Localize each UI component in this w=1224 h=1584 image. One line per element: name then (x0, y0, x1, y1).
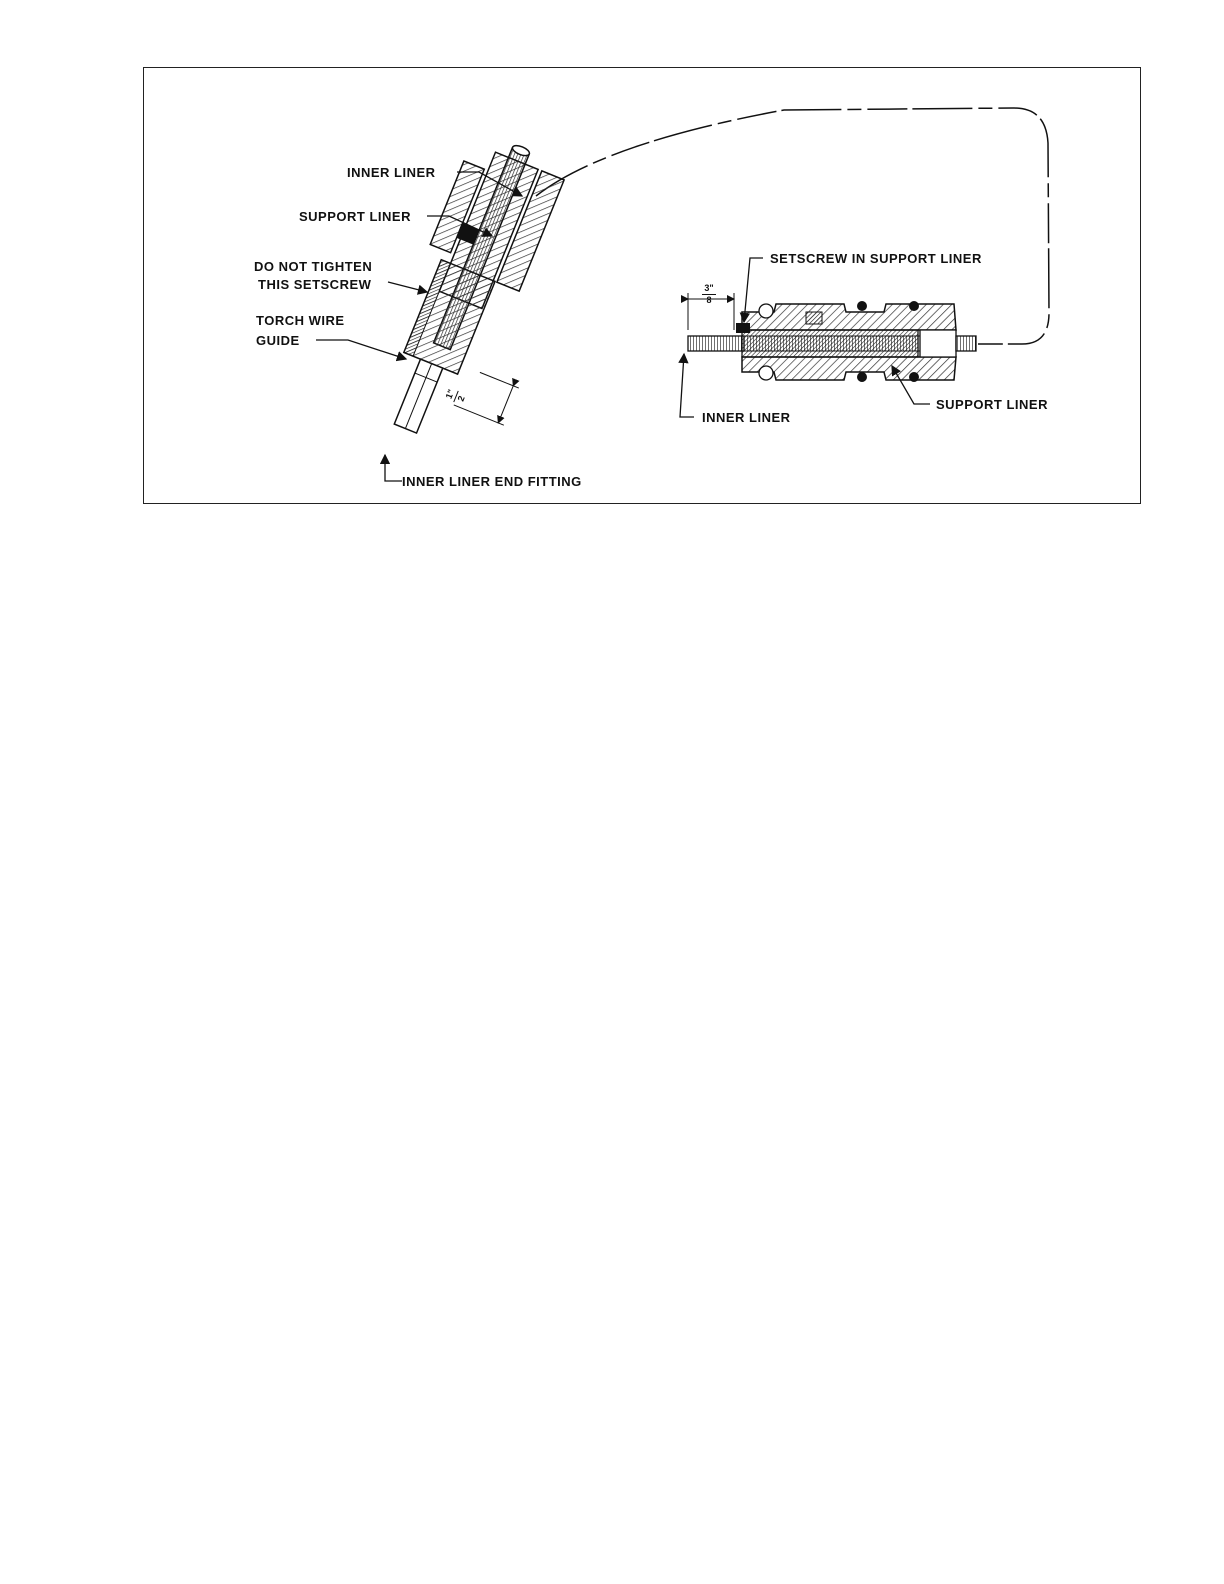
label-inner-liner-left: INNER LINER (347, 165, 436, 180)
figure-frame (143, 67, 1141, 504)
leader-setscrew-left (388, 282, 427, 292)
label-inner-liner-right: INNER LINER (702, 410, 791, 425)
label-setscrew-note-line2: THIS SETSCREW (258, 277, 372, 292)
label-wire-guide-line1: TORCH WIRE (256, 313, 345, 328)
dimension-3-8-num: 3" (704, 283, 714, 293)
dimension-half-den: 2 (455, 394, 467, 403)
label-wire-guide-line2: GUIDE (256, 333, 300, 348)
leader-wire-guide (316, 340, 406, 359)
leader-end-fitting (385, 455, 402, 481)
label-support-liner-left: SUPPORT LINER (299, 209, 411, 224)
label-setscrew-right: SETSCREW IN SUPPORT LINER (770, 251, 982, 266)
leader-inner-liner-right (680, 354, 694, 417)
dimension-half-num: 1" (443, 387, 457, 401)
label-end-fitting: INNER LINER END FITTING (402, 474, 582, 489)
dimension-three-eighths (702, 284, 716, 305)
label-support-liner-right: SUPPORT LINER (936, 397, 1048, 412)
wire-feeder-assembly (688, 293, 976, 382)
dimension-3-8-den: 8 (706, 295, 712, 305)
label-setscrew-note-line1: DO NOT TIGHTEN (254, 259, 373, 274)
